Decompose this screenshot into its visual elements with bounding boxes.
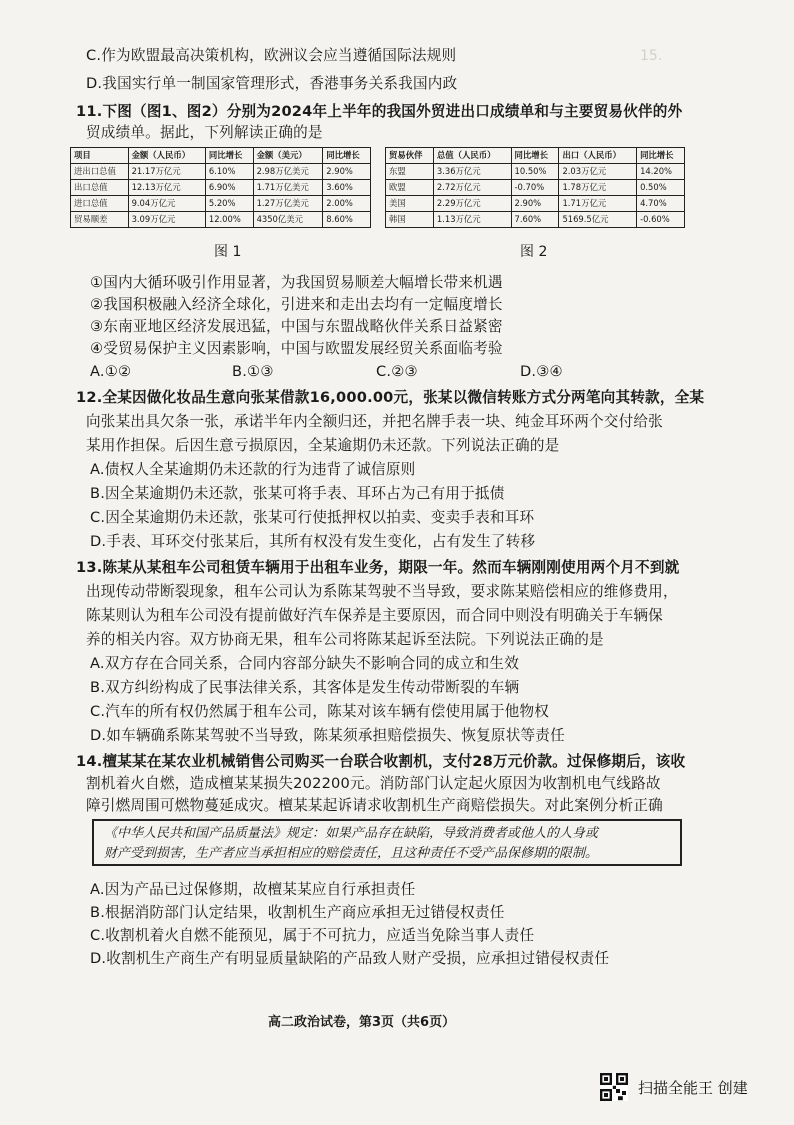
q11-item-2: ②我国积极融入经济全球化，引进来和走出去均有一定幅度增长 [90,296,503,313]
table1-header-row [71,148,371,164]
q11-option-c: C.②③ [376,363,418,380]
table-cell: 2.29万亿元 [433,196,511,212]
table2-header-row [386,148,685,164]
table-cell: 21.17万亿元 [128,164,205,180]
table-row [71,212,371,228]
q13-stem-line4: 养的相关内容。双方协商无果，租车公司将陈某起诉至法院。下列说法正确的是 [86,631,604,648]
table1-header-cell: 同比增长 [323,148,371,164]
table-cell: 12.13万亿元 [128,180,205,196]
q14-option-d: D.收割机生产商生产有明显质量缺陷的产品致人财产受损，应承担过错侵权责任 [90,950,610,967]
table2-header-cell: 同比增长 [637,148,685,164]
table-cell: 6.10% [205,164,253,180]
table-cell: 9.04万亿元 [128,196,205,212]
table-cell: 8.60% [323,212,371,228]
table-cell: -0.70% [511,180,559,196]
q12-option-a: A.债权人全某逾期仍未还款的行为违背了诚信原则 [90,461,416,478]
table-cell: 12.00% [205,212,253,228]
q12-stem-line1: 12.全某因做化妆品生意向张某借款16,000.00元，张某以微信转账方式分两笔向其转款，全某 [76,389,705,406]
q12-stem-line3: 某用作担保。后因生意亏损原因，全某逾期仍未还款。下列说法正确的是 [86,437,560,454]
table-cell: 2.72万亿元 [433,180,511,196]
q14-stem-line3: 障引燃周围可燃物蔓延成灾。檀某某起诉请求收割机生产商赔偿损失。对此案例分析正确 [86,797,663,814]
table-cell: 贸易顺差 [71,212,129,228]
q11-item-1: ①国内大循环吸引作用显著，为我国贸易顺差大幅增长带来机遇 [90,274,503,291]
table-cell: 3.60% [323,180,371,196]
table-cell: 2.03万亿元 [559,164,637,180]
table-cell: 1.71万亿美元 [253,180,323,196]
q11-option-d: D.③④ [520,363,563,380]
option-c-prev: C.作为欧盟最高决策机构，欧洲议会应当遵循国际法规则 [86,47,457,64]
law-quote-box [92,819,682,866]
q12-stem-line2: 向张某出具欠条一张，承诺半年内全额归还，并把名牌手表一块、纯金耳环两个交付给张 [86,413,663,430]
table-cell: 进口总值 [71,196,129,212]
table1-header-cell: 金额（美元） [253,148,323,164]
table-cell: 东盟 [386,164,434,180]
q11-item-4: ④受贸易保护主义因素影响，中国与欧盟发展经贸关系面临考验 [90,340,503,357]
table-row [386,196,685,212]
q11-option-b: B.①③ [232,363,274,380]
table-row [386,180,685,196]
q11-stem-line1: 11.下图（图1、图2）分别为2024年上半年的我国外贸进出口成绩单和与主要贸易伙伴的外 [76,103,683,120]
table-cell: 10.50% [511,164,559,180]
table-cell: 3.09万亿元 [128,212,205,228]
table2-header-cell: 总值（人民币） [433,148,511,164]
table-cell: 4.70% [637,196,685,212]
q13-option-c: C.汽车的所有权仍然属于租车公司，陈某对该车辆有偿使用属于他物权 [90,703,550,720]
trade-table-fig1 [70,147,371,228]
law-quote-line1: 《中华人民共和国产品质量法》规定：如果产品存在缺陷，导致消费者或他人的人身或 [104,826,599,841]
table-cell: 进出口总值 [71,164,129,180]
table-cell: -0.60% [637,212,685,228]
q14-option-b: B.根据消防部门认定结果，收割机生产商应承担无过错侵权责任 [90,904,505,921]
table-cell: 3.36万亿元 [433,164,511,180]
table-cell: 美国 [386,196,434,212]
bleed-through-text: 15. [640,48,663,64]
table-cell: 2.00% [323,196,371,212]
q13-option-d: D.如车辆确系陈某驾驶不当导致，陈某须承担赔偿损失、恢复原状等责任 [90,727,565,744]
q13-stem-line2: 出现传动带断裂现象，租车公司认为系陈某驾驶不当导致，要求陈某赔偿相应的维修费用， [86,583,678,600]
table2-header-cell: 同比增长 [511,148,559,164]
table-cell: 2.98万亿美元 [253,164,323,180]
page-footer: 高二政治试卷，第3页（共6页） [268,1015,456,1030]
table-cell: 6.90% [205,180,253,196]
q14-option-c: C.收割机着火自燃不能预见，属于不可抗力，应适当免除当事人责任 [90,927,535,944]
option-d-prev: D.我国实行单一制国家管理形式，香港事务关系我国内政 [86,75,458,92]
table-cell: 5.20% [205,196,253,212]
q14-stem-line2: 割机着火自燃，造成檀某某损失202200元。消防部门认定起火原因为收割机电气线路故 [86,775,661,792]
q14-option-a: A.因为产品已过保修期，故檀某某应自行承担责任 [90,881,416,898]
law-quote-line2: 财产受到损害，生产者应当承担相应的赔偿责任，且这种责任不受产品保修期的限制。 [104,846,599,861]
table-row [71,164,371,180]
figure2-caption: 图 2 [520,244,548,260]
q13-stem-line1: 13.陈某从某租车公司租赁车辆用于出租车业务，期限一年。然而车辆刚刚使用两个月不到就 [76,559,680,576]
table-row [386,212,685,228]
q13-option-a: A.双方存在合同关系，合同内容部分缺失不影响合同的成立和生效 [90,655,519,672]
table2-header-cell: 贸易伙伴 [386,148,434,164]
qr-code-icon [600,1073,628,1101]
trade-partner-table-fig2 [385,147,685,228]
table-cell: 韩国 [386,212,434,228]
table-cell: 4350亿美元 [253,212,323,228]
table-row [386,164,685,180]
q12-option-d: D.手表、耳环交付张某后，其所有权没有发生变化，占有发生了转移 [90,533,536,550]
table-cell: 2.90% [323,164,371,180]
q13-stem-line3: 陈某则认为租车公司没有提前做好汽车保养是主要原因，而合同中则没有明确关于车辆保 [86,607,663,624]
q12-option-b: B.因全某逾期仍未还款，张某可将手表、耳环占为己有用于抵债 [90,485,505,502]
table-cell: 14.20% [637,164,685,180]
q11-item-3: ③东南亚地区经济发展迅猛，中国与东盟战略伙伴关系日益紧密 [90,318,503,335]
table-cell: 0.50% [637,180,685,196]
q12-option-c: C.因全某逾期仍未还款，张某可行使抵押权以拍卖、变卖手表和耳环 [90,509,535,526]
q14-stem-line1: 14.檀某某在某农业机械销售公司购买一台联合收割机，支付28万元价款。过保修期后，该收 [76,753,686,770]
table1-header-cell: 金额（人民币） [128,148,205,164]
figure1-caption: 图 1 [214,244,242,260]
scanner-watermark [600,1073,748,1101]
table-row [71,180,371,196]
table-row [71,196,371,212]
q11-stem-line2: 贸成绩单。据此，下列解读正确的是 [86,124,323,141]
table-cell: 出口总值 [71,180,129,196]
table-cell: 欧盟 [386,180,434,196]
table-cell: 1.78万亿元 [559,180,637,196]
table-cell: 2.90% [511,196,559,212]
table-cell: 1.13万亿元 [433,212,511,228]
table-cell: 1.71万亿元 [559,196,637,212]
table-cell: 5169.5亿元 [559,212,637,228]
scanner-label: 扫描全能王 创建 [638,1078,748,1097]
q11-option-a: A.①② [90,363,132,380]
table2-header-cell: 出口（人民币） [559,148,637,164]
table1-header-cell: 项目 [71,148,129,164]
table-cell: 7.60% [511,212,559,228]
q13-option-b: B.双方纠纷构成了民事法律关系，其客体是发生传动带断裂的车辆 [90,679,520,696]
table1-header-cell: 同比增长 [205,148,253,164]
table-cell: 1.27万亿美元 [253,196,323,212]
